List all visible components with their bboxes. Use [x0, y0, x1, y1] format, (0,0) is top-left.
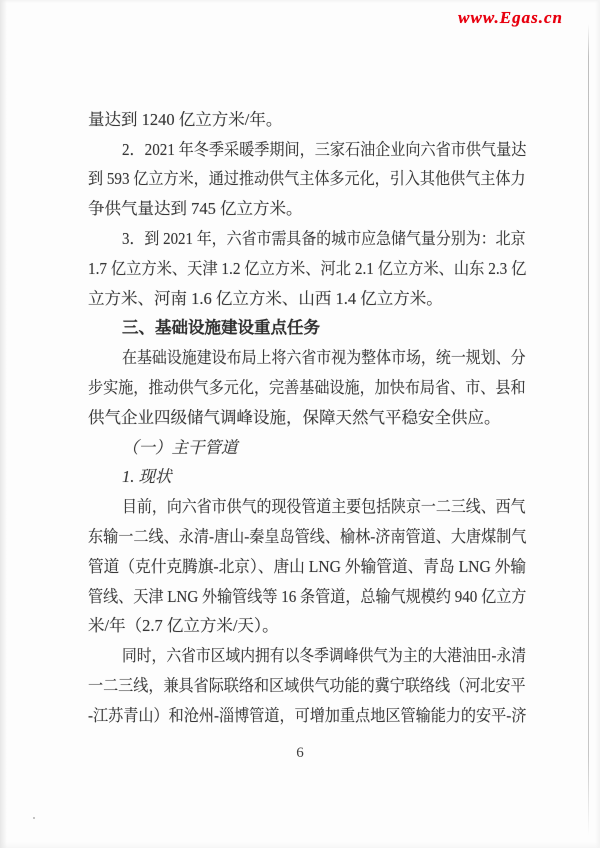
text-line-content: 2．2021 年冬季采暖季期间，三家石油企业向六省市供气量达 [122, 139, 527, 159]
page-number: 6 [296, 745, 304, 761]
document-text-block [88, 103, 526, 729]
text-line-content: 量达到 1240 亿立方米/年。 [88, 109, 283, 129]
text-line-content: -江苏青山）和沧州-淄博管道，可增加重点地区管输能力的安平-济 [88, 705, 527, 725]
text-line-content: 到 593 亿立方米，通过推动供气主体多元化，引入其他供气主体力 [88, 169, 526, 189]
site-watermark: www.Egas.cn [458, 8, 563, 27]
text-line-content: 管线、天津 LNG 外输管线等 16 条管道，总输气规模约 940 亿立方 [88, 586, 527, 606]
text-line [88, 103, 526, 133]
scan-artifact-line [588, 24, 589, 836]
text-line [88, 133, 526, 163]
text-line-content: 同时，六省市区域内拥有以冬季调峰供气为主的大港油田-永清 [122, 646, 526, 666]
text-line-content: 1.7 亿立方米、天津 1.2 亿立方米、河北 2.1 亿立方米、山东 2.3 亿 [88, 258, 527, 278]
text-line [88, 341, 526, 371]
text-line-content: 供气企业四级储气调峰设施，保障天然气平稳安全供应。 [88, 407, 501, 427]
text-line [88, 580, 526, 610]
scan-artifact-speck [33, 817, 35, 819]
text-line-content: 米/年（2.7 亿立方米/天）。 [88, 616, 279, 636]
text-line [88, 163, 526, 193]
text-line-content: 一二三线，兼具省际联络和区域供气功能的冀宁联络线（河北安平 [88, 676, 526, 696]
text-line [88, 371, 526, 401]
text-line [88, 490, 526, 520]
text-line [88, 699, 526, 729]
text-line-content: 1. 现状 [122, 467, 172, 487]
text-line-content: 争供气量达到 745 亿立方米。 [88, 199, 303, 219]
text-line [88, 639, 526, 669]
text-line-content: 东输一二线、永清-唐山-秦皇岛管线、榆林-济南管道、大唐煤制气 [88, 527, 527, 547]
text-line [88, 610, 526, 640]
text-line [88, 431, 526, 461]
text-line-content: 3．到 2021 年，六省市需具备的城市应急储气量分别为：北京 [122, 229, 526, 249]
text-line [88, 222, 526, 252]
text-line [88, 192, 526, 222]
text-line [88, 312, 526, 342]
text-line [88, 401, 526, 431]
text-line-content: （一）主干管道 [122, 437, 238, 457]
text-line-content: 目前，向六省市供气的现役管道主要包括陕京一二三线、西气 [122, 497, 526, 517]
text-line [88, 520, 526, 550]
text-line [88, 252, 526, 282]
text-line-content: 步实施，推动供气多元化，完善基础设施，加快布局省、市、县和 [88, 378, 526, 398]
text-line-content: 在基础设施建设布局上将六省市视为整体市场，统一规划、分 [122, 348, 526, 368]
text-line-content: 三、基础设施建设重点任务 [122, 319, 320, 338]
text-line-content: 立方米、河南 1.6 亿立方米、山西 1.4 亿立方米。 [88, 288, 443, 308]
text-line [88, 282, 526, 312]
text-line [88, 550, 526, 580]
text-line-content: 管道（克什克腾旗-北京）、唐山 LNG 外输管道、青岛 LNG 外输 [88, 556, 527, 576]
text-line [88, 669, 526, 699]
text-line [88, 461, 526, 491]
